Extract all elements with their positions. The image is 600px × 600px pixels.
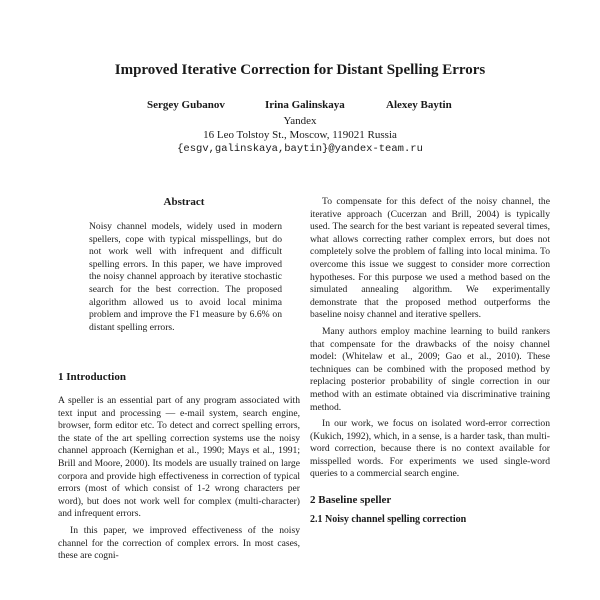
right-paragraph-2: Many authors employ machine learning to build rankers that compensate for the drawbacks of the noisy channel model: (Whitelaw et al., 2009; Gao et al., 2010). These techniques can be combined with the proposed method by replacing posterior probability of single correction in our method with an estimate obtained via discriminative training method.: [310, 325, 550, 413]
right-paragraph-1: To compensate for this defect of the noisy channel, the iterative approach (Cucerzan and Brill, 2004) is typically used. The search for the best variant is repeated several times, what allows correcting rather complex errors, but does not completely solve the problem of falling into local minima. To overcome this issue we suggest to consider more correction hypotheses. For this purpose we used a method based on the simulated annealing algorithm. We experimentally demonstrate that the proposed method outperforms the baseline noisy channel and iterative spellers.: [310, 196, 550, 321]
author-3: Alexey Baytin: [386, 99, 452, 111]
right-paragraph-3: In our work, we focus on isolated word-error correction (Kukich, 1992), which, in a sense, is a harder task, than multi-word correction, because there is no context available for misspelled words. For experiments we used single-word queries to a commercial search engine.: [310, 418, 550, 480]
abstract-heading: Abstract: [163, 196, 205, 208]
right-column: [310, 196, 550, 526]
section-heading-introduction: 1 Introduction: [58, 371, 126, 383]
author-2: Irina Galinskaya: [265, 99, 345, 111]
abstract-text: Noisy channel models, widely used in modern spellers, cope with typical misspellings, but do not work well with infrequent and difficult spelling errors. In this paper, we have improved the noisy channel approach by iterative stochastic search for the best correction. The proposed algorithm allowed us to avoid local minima problem and improve the F1 measure by 6.6% on distant spelling errors.: [89, 221, 282, 333]
author-1: Sergey Gubanov: [147, 99, 225, 111]
address: 16 Leo Tolstoy St., Moscow, 119021 Russia: [203, 129, 397, 141]
author-email: {esgv,galinskaya,baytin}@yandex-team.ru: [177, 143, 423, 155]
left-column: [58, 370, 300, 563]
subsection-heading-noisy-channel: 2.1 Noisy channel spelling correction: [310, 514, 467, 526]
intro-paragraph-2: In this paper, we improved effectiveness of the noisy channel for the correction of complex errors. In most cases, these are cogni-: [58, 524, 300, 562]
paper-title: Improved Iterative Correction for Distant Spelling Errors: [114, 62, 486, 78]
affiliation: Yandex: [283, 115, 317, 127]
intro-paragraph-1: A speller is an essential part of any program associated with text input and processing — e-mail system, search engine, browser, form editor etc. To detect and correct spelling errors, the state of the art spelling correction systems use the noisy channel approach (Kernighan et al., 1990; Mays et al., 1991; Brill and Moore, 2000). Its models are usually trained on large corpora and provide high effectiveness in correction of typical errors (most of which consist of 1-2 wrong characters per word), but does not work well for complex (multi-character) and infrequent errors.: [58, 395, 300, 520]
author-list: [0, 99, 600, 113]
section-heading-baseline-speller: 2 Baseline speller: [310, 494, 392, 507]
